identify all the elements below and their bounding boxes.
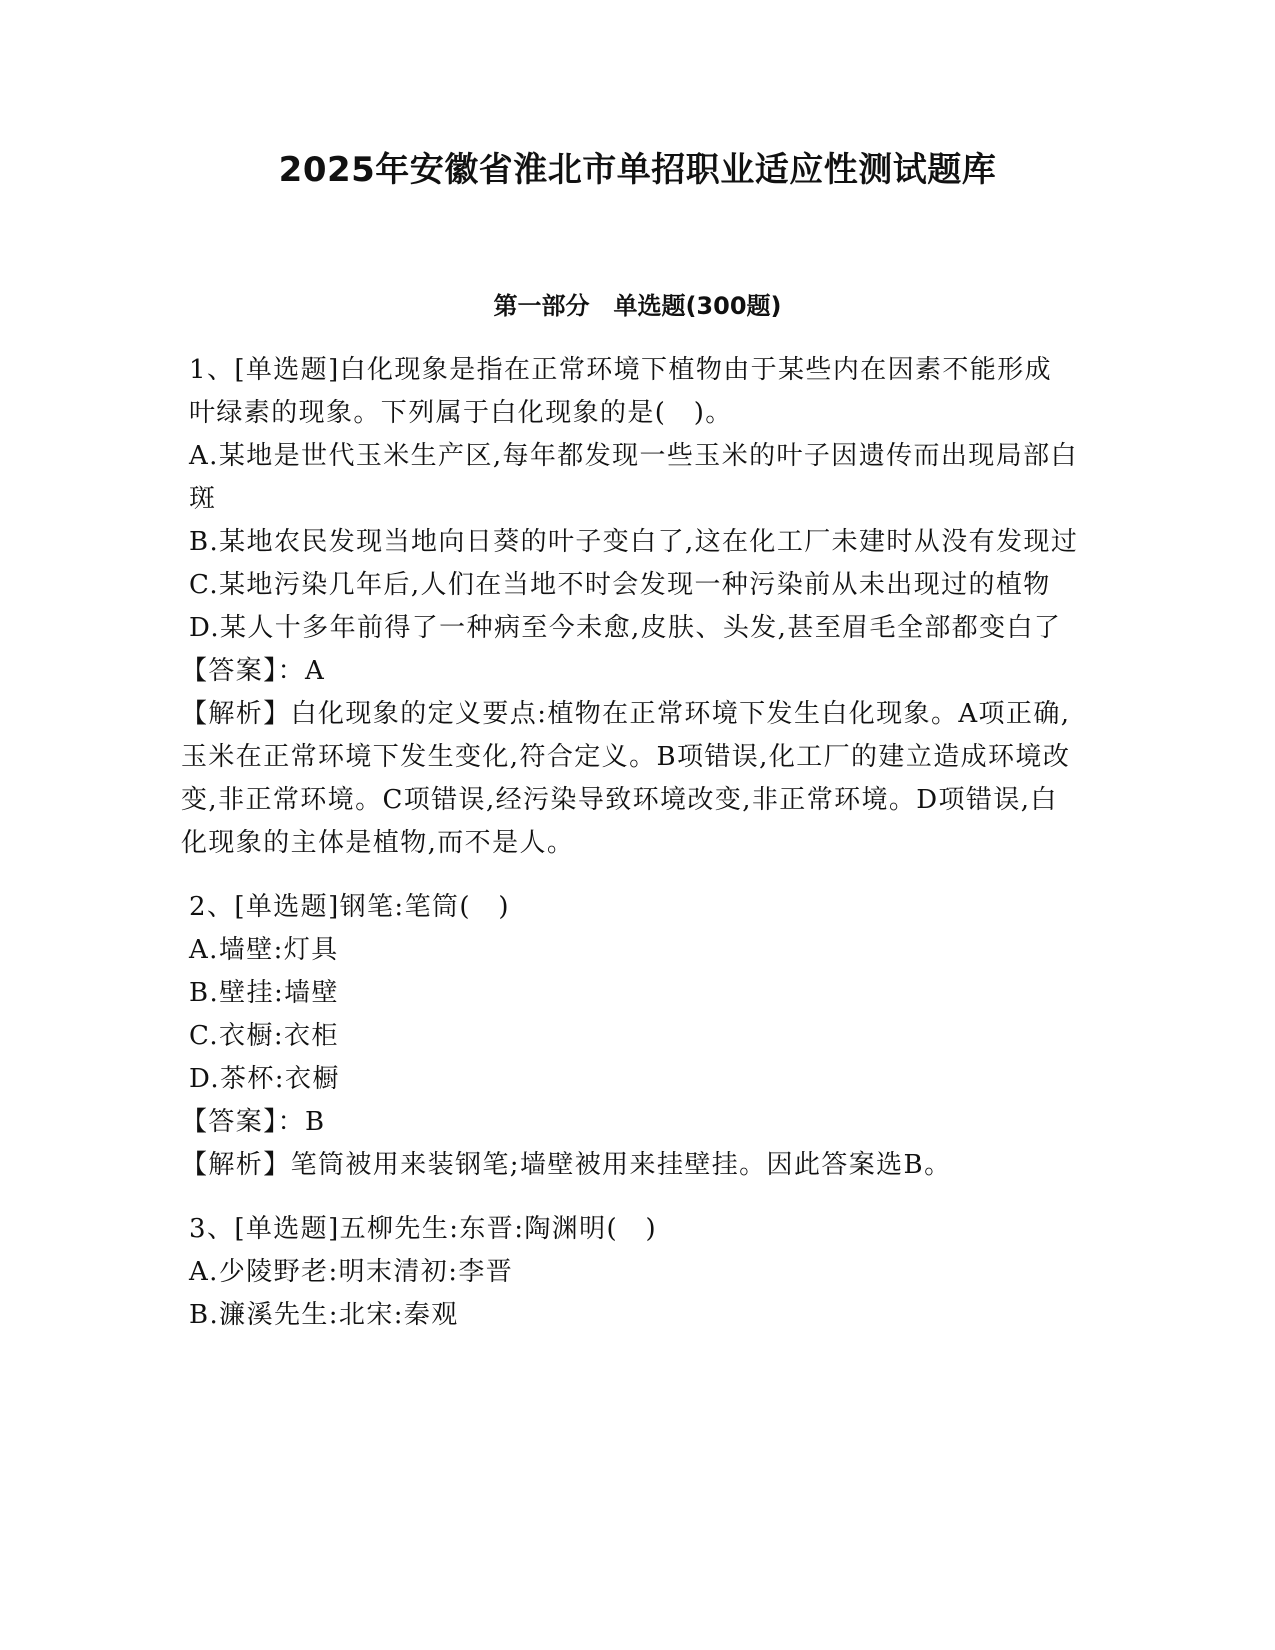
option-b: B.濂溪先生:北宋:秦观 [189,1300,459,1330]
question-list [181,349,1079,1358]
option-c: C.某地污染几年后,人们在当地不时会发现一种污染前从未出现过的植物 [189,570,1051,600]
option-c: C.衣橱:衣柜 [189,1021,339,1051]
option-b: B.壁挂:墙壁 [189,978,339,1008]
question-stem: 3、[单选题]五柳先生:东晋:陶渊明( ) [189,1214,658,1244]
section-title: 第一部分 单选题(300题) [493,292,782,320]
question-stem: 2、[单选题]钢笔:笔筒( ) [189,892,510,922]
option-b: B.某地农民发现当地向日葵的叶子变白了,这在化工厂未建时从没有发现过 [189,527,1079,557]
document-title: 2025年安徽省淮北市单招职业适应性测试题库 [278,150,997,190]
question-1 [181,349,1079,865]
analysis-paragraph: 【解析】白化现象的定义要点:植物在正常环境下发生白化现象。A项正确,玉米在正常环境下发生变化,符合定义。B项错误,化工厂的建立造成环境改变,非正常环境。C项错误,经污染导致环境改变,非正常环境。D项错误,白化现象的主体是植物,而不是人。 [181,699,1071,858]
answer-line: 【答案】：B [181,1107,326,1137]
option-d: D.某人十多年前得了一种病至今未愈,皮肤、头发,甚至眉毛全部都变白了 [189,613,1062,643]
option-d: D.茶杯:衣橱 [189,1064,340,1094]
answer-line: 【答案】：A [181,656,326,686]
option-a: A.某地是世代玉米生产区,每年都发现一些玉米的叶子因遗传而出现局部白斑 [189,441,1078,514]
option-a: A.少陵野老:明末清初:李晋 [189,1257,514,1287]
question-2 [181,886,1079,1187]
option-a: A.墙壁:灯具 [189,935,339,965]
question-stem: 1、[单选题]白化现象是指在正常环境下植物由于某些内在因素不能形成叶绿素的现象。下列属于白化现象的是( )。 [189,355,1053,428]
analysis-paragraph: 【解析】笔筒被用来装钢笔;墙壁被用来挂壁挂。因此答案选B。 [181,1150,952,1180]
question-3 [189,1208,1079,1337]
